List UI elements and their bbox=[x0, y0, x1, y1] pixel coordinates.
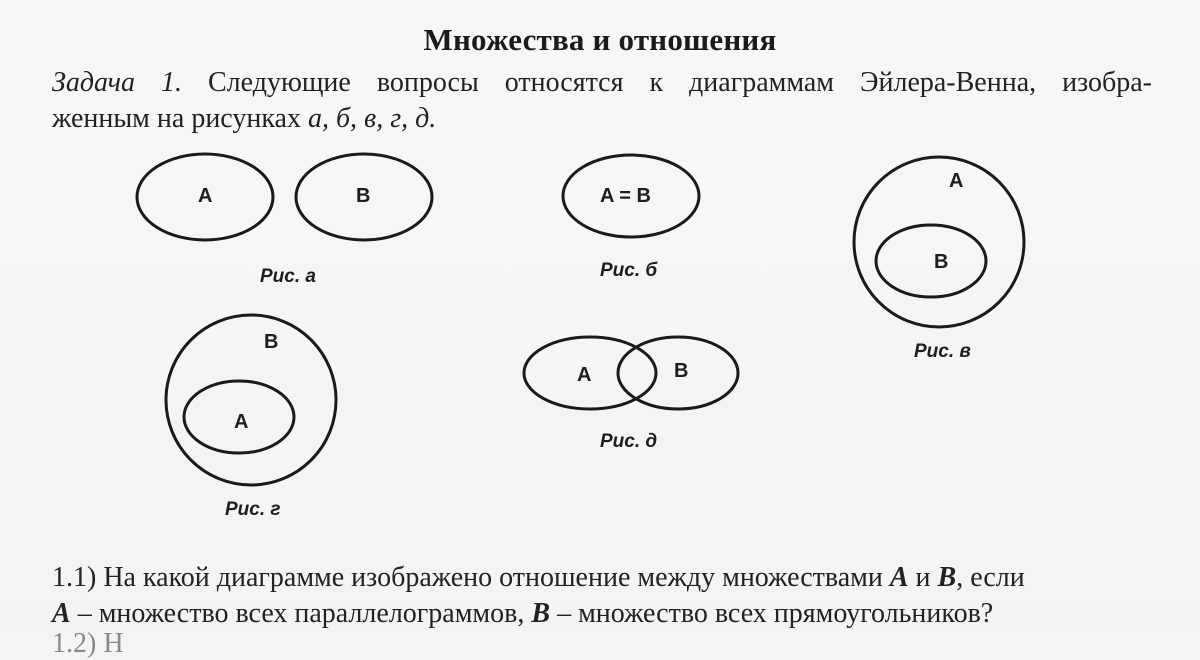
question-1-1-line-1 bbox=[52, 560, 1152, 596]
figure-d-label-b: B bbox=[674, 360, 689, 382]
line-2-set-b-symbol: B bbox=[531, 598, 551, 629]
figure-v-caption: Рис. в bbox=[914, 341, 971, 362]
question-text-part-1: На какой диаграмме изображено отношение между множествами bbox=[103, 562, 883, 593]
question-if: , если bbox=[956, 562, 1025, 593]
set-b-description: – множество всех прямоугольников? bbox=[557, 598, 994, 629]
figure-a bbox=[137, 154, 432, 287]
task-label: Задача 1. bbox=[52, 67, 182, 98]
figure-b bbox=[563, 155, 699, 281]
figure-g-label-a: A bbox=[234, 411, 249, 433]
figure-g-caption: Рис. г bbox=[225, 499, 281, 520]
figure-b-label: A = B bbox=[600, 185, 651, 207]
page-title: Множества и отношения bbox=[423, 22, 777, 57]
inner-set-b-ellipse bbox=[876, 225, 986, 297]
question-1-1 bbox=[52, 560, 1152, 632]
set-a-description: – множество всех параллелограммов, bbox=[77, 598, 525, 629]
figure-a-caption: Рис. а bbox=[260, 266, 316, 287]
figure-d-label-a: A bbox=[577, 364, 592, 386]
line-2-set-a-symbol: A bbox=[52, 598, 71, 629]
figure-g-label-b: B bbox=[264, 331, 279, 353]
intro-line-1: Следующие вопросы относятся к диаграммам Эйлера-Венна, изобра- bbox=[207, 67, 1152, 98]
figure-d bbox=[524, 337, 738, 452]
figure-v bbox=[854, 157, 1024, 362]
question-number: 1.1) bbox=[52, 562, 97, 593]
figure-a-label-a: A bbox=[198, 185, 213, 207]
set-a-symbol: A bbox=[889, 562, 909, 593]
outer-set-a-circle bbox=[854, 157, 1024, 327]
set-b-symbol: B bbox=[937, 562, 957, 593]
figure-letters: а, б, в, г, д. bbox=[307, 103, 437, 134]
question-1-1-line-2 bbox=[52, 596, 1152, 632]
next-question-fragment: 1.2) Н bbox=[52, 628, 124, 659]
figure-g bbox=[166, 315, 336, 520]
intro-line-2: женным на рисунках bbox=[52, 103, 301, 134]
figure-d-caption: Рис. д bbox=[600, 431, 658, 452]
figure-b-caption: Рис. б bbox=[600, 260, 658, 281]
figure-v-label-a: A bbox=[949, 170, 964, 192]
question-and: и bbox=[915, 562, 931, 593]
figure-v-label-b: B bbox=[934, 251, 949, 273]
figure-a-label-b: B bbox=[356, 185, 371, 207]
